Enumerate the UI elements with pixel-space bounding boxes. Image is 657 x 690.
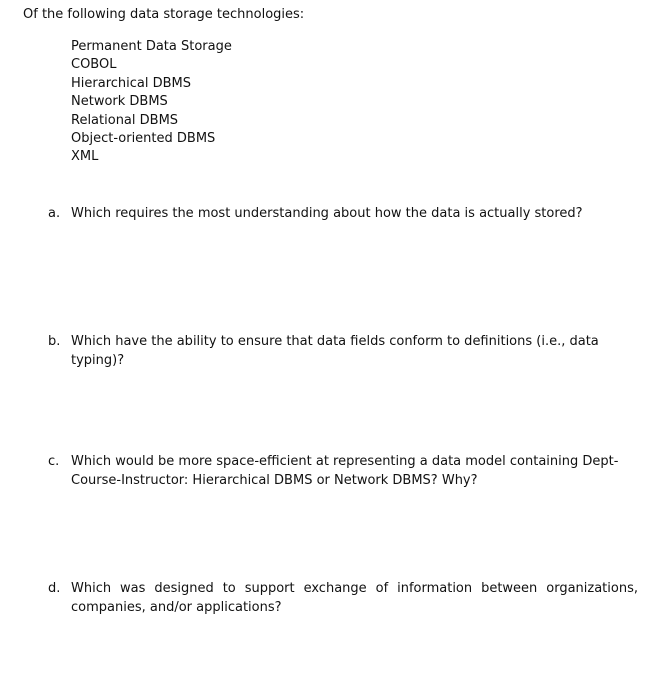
question-letter: c. — [48, 454, 60, 469]
question-text: Which requires the most understanding about how the data is actually stored? — [71, 206, 583, 221]
technology-item-permanent-data-storage: Permanent Data Storage — [71, 39, 232, 54]
question-d — [48, 579, 638, 617]
question-b — [48, 332, 638, 370]
question-text: Which have the ability to ensure that data fields conform to definitions (i.e., data typing)? — [71, 334, 599, 368]
technology-item-object-oriented-dbms: Object-oriented DBMS — [71, 131, 216, 147]
question-a — [48, 204, 638, 223]
question-text: Which would be more space-efficient at representing a data model containing Dept-Course-Instructor: Hierarchical DBMS or Network DBMS? Why? — [71, 454, 619, 488]
question-c — [48, 452, 638, 490]
technology-item-hierarchical-dbms: Hierarchical DBMS — [71, 75, 192, 91]
intro-text: Of the following data storage technologies: — [23, 7, 305, 22]
technology-item-xml: XML — [71, 149, 99, 165]
question-letter: d. — [48, 581, 61, 596]
technology-item-network-dbms: Network DBMS — [71, 94, 168, 110]
technology-list — [71, 38, 232, 167]
question-letter: a. — [48, 206, 61, 221]
question-letter: b. — [48, 334, 61, 349]
technology-item-relational-dbms: Relational DBMS — [71, 112, 179, 128]
technology-item-cobol: COBOL — [71, 57, 117, 73]
question-text: Which was designed to support exchange of information between organizations, companies, and/or applications? — [71, 581, 638, 615]
